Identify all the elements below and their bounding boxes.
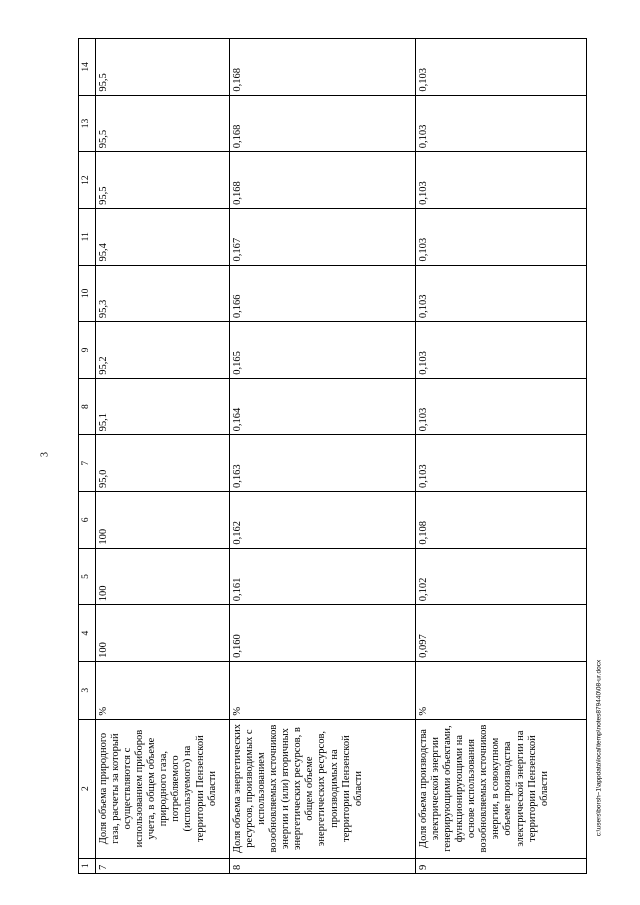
- header-cell: 4: [79, 605, 96, 662]
- header-cell: 1: [79, 858, 96, 873]
- header-cell: 8: [79, 378, 96, 435]
- indicator-table: [78, 38, 587, 874]
- header-cell: 10: [79, 265, 96, 322]
- value-cell: 0,097: [416, 605, 587, 662]
- table-row: [96, 39, 230, 874]
- row-number: 9: [416, 858, 587, 873]
- value-cell: 0,103: [416, 265, 587, 322]
- file-path-text: c:\users\borsh~1\appdata\local\temp\notes879440\08-ur.docx: [595, 659, 603, 837]
- value-cell: 0,163: [230, 435, 416, 492]
- value-cell: 0,103: [416, 39, 587, 96]
- value-cell: 0,103: [416, 208, 587, 265]
- header-cell: 12: [79, 152, 96, 209]
- value-cell: 100: [96, 492, 230, 549]
- rotated-table-container: [78, 38, 583, 874]
- value-cell: 100: [96, 605, 230, 662]
- value-cell: 0,167: [230, 208, 416, 265]
- value-cell: 95,2: [96, 322, 230, 379]
- indicator-name: Доля объема энергетических ресурсов, производимых с использованием возобновляемых источников энергии и (или) вторичных энергетических ресурсов, в общем объеме энергетических ресурсов, производимых на территории Пензенской области: [230, 719, 416, 858]
- value-cell: 0,103: [416, 152, 587, 209]
- file-path-footer: [594, 628, 604, 868]
- header-cell: 5: [79, 548, 96, 605]
- value-cell: 0,165: [230, 322, 416, 379]
- value-cell: 0,168: [230, 95, 416, 152]
- value-cell: 95,5: [96, 95, 230, 152]
- table-row: [230, 39, 416, 874]
- value-cell: 0,162: [230, 492, 416, 549]
- value-cell: 0,160: [230, 605, 416, 662]
- header-cell: 6: [79, 492, 96, 549]
- header-cell: 9: [79, 322, 96, 379]
- page-number: 3: [39, 452, 51, 457]
- value-cell: 95,0: [96, 435, 230, 492]
- value-cell: 95,1: [96, 378, 230, 435]
- header-row: [79, 39, 96, 874]
- value-cell: 0,168: [230, 39, 416, 96]
- value-cell: 95,5: [96, 152, 230, 209]
- value-cell: 95,5: [96, 39, 230, 96]
- unit-cell: %: [96, 661, 230, 719]
- header-cell: 11: [79, 208, 96, 265]
- value-cell: 95,3: [96, 265, 230, 322]
- header-cell: 2: [79, 719, 96, 858]
- value-cell: 0,166: [230, 265, 416, 322]
- value-cell: 100: [96, 548, 230, 605]
- indicator-name: Доля объема производства электрической энергии генерирующими объектами, функционирующими на основе использования возобновляемых источников энергии, в совокупном объеме производства электрической энергии на территории Пензенской области: [416, 719, 587, 858]
- header-cell: 7: [79, 435, 96, 492]
- row-number: 7: [96, 858, 230, 873]
- value-cell: 0,102: [416, 548, 587, 605]
- header-cell: 14: [79, 39, 96, 96]
- value-cell: 0,164: [230, 378, 416, 435]
- value-cell: 0,103: [416, 95, 587, 152]
- value-cell: 0,103: [416, 378, 587, 435]
- value-cell: 0,103: [416, 435, 587, 492]
- value-cell: 0,168: [230, 152, 416, 209]
- indicator-name: Доля объема природного газа, расчеты за который осуществляются с использованием приборов учета, в общем объеме природного газа, потребляемого (используемого) на территории Пензенской области: [96, 719, 230, 858]
- value-cell: 0,108: [416, 492, 587, 549]
- header-cell: 13: [79, 95, 96, 152]
- row-number: 8: [230, 858, 416, 873]
- unit-cell: %: [230, 661, 416, 719]
- value-cell: 0,103: [416, 322, 587, 379]
- value-cell: 0,161: [230, 548, 416, 605]
- header-cell: 3: [79, 661, 96, 719]
- table-row: [416, 39, 587, 874]
- unit-cell: %: [416, 661, 587, 719]
- value-cell: 95,4: [96, 208, 230, 265]
